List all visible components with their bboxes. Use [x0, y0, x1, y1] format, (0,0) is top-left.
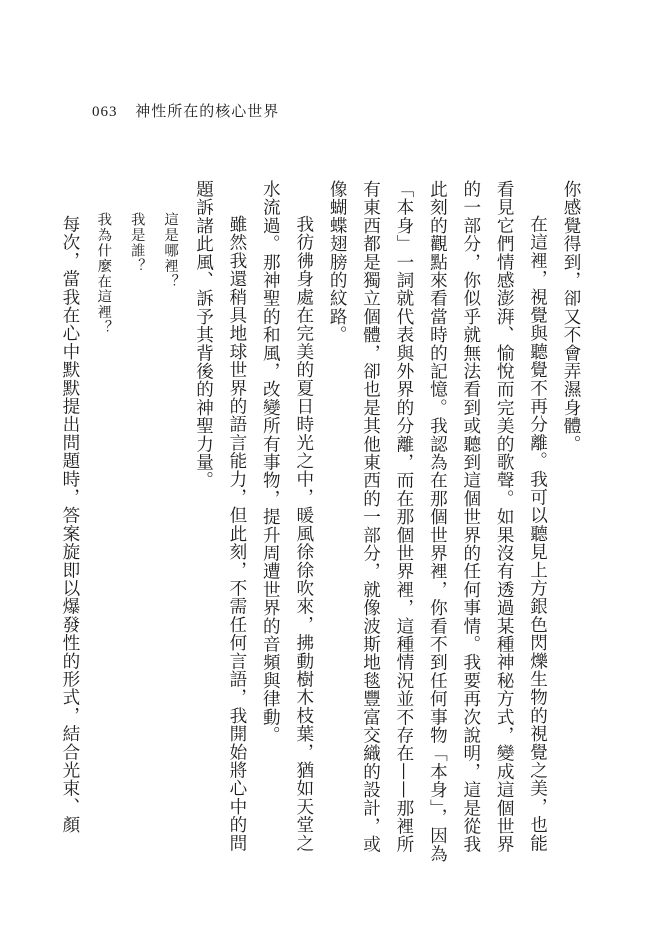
- running-header: [92, 100, 279, 121]
- paragraph: 雖然我還稍具地球世界的語言能力，但此刻，不需任何言語，我開始將心中的問題訴諸此風、訴予其背後的神聖力量。: [193, 180, 247, 853]
- paragraph: 我彷彿身處在完美的夏日時光之中，暖風徐徐吹來，拂動樹木枝葉，猶如天堂之水流過。那神聖的和風，改變所有事物，提升周遭世界的音頻與律動。: [260, 180, 314, 853]
- quoted-question: 我是誰？: [128, 211, 145, 274]
- quoted-question: 我為什麼在這裡？: [95, 211, 112, 335]
- chapter-title: 神性所在的核心世界: [135, 102, 280, 120]
- body-text: [59, 180, 587, 870]
- page-number: 063: [92, 104, 118, 120]
- paragraph: 你感覺得到，卻又不會弄濕身體。: [561, 180, 581, 453]
- paragraph: 在這裡，視覺與聽覺不再分離。我可以聽見上方銀色閃爍生物的視覺之美，也能看見它們情感澎湃、愉悅而完美的歌聲。如果沒有透過某種神秘方式，變成這個世界的一部分，你似乎就無法看到或聽到這個世界的任何事情。我要再次說明，這是從我此刻的觀點來看當時的記憶。我認為在那個世界裡，你看不到任何事物「本身」，因為「本身」一詞就代表與外界的分離，而在那個世界裡，這種情況並不存在——那裡所有東西都是獨立個體，卻也是其他東西的一部分，就像波斯地毯豐富交織的設計，或像蝴蝶翅膀的紋路。: [327, 180, 548, 863]
- quoted-question: 這是哪裡？: [162, 211, 179, 289]
- paragraph: 每次，當我在心中默默提出問題時，答案旋即以爆發性的形式，結合光束、顏: [59, 215, 80, 834]
